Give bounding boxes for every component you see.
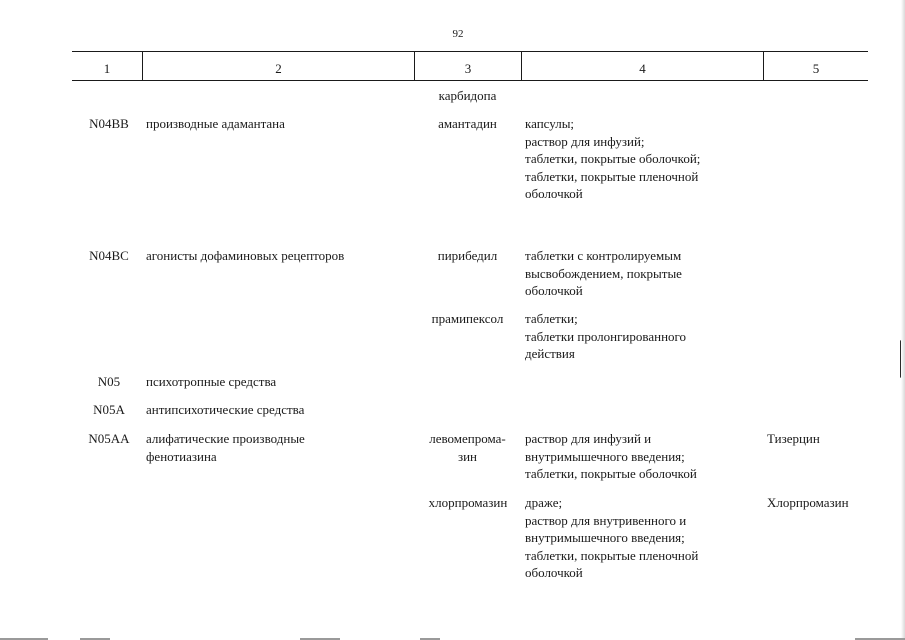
substance-cell <box>415 115 520 133</box>
column-number-3: 3 <box>464 61 472 76</box>
substance-line: зин <box>457 448 478 464</box>
group-name-cell: алифатические производные фенотиазина <box>146 431 305 464</box>
group-name-cell: производные адамантана <box>146 116 285 131</box>
substance-cell <box>415 310 520 328</box>
dosage-form-line: внутримышечного введения; <box>525 448 685 464</box>
table-header-bottom-border <box>72 80 868 81</box>
dosage-form-line: таблетки, покрытые пленочной <box>525 168 699 184</box>
dosage-form-line: раствор для внутривенного и <box>525 512 687 528</box>
dosage-form-line: раствор для инфузий и <box>525 431 652 446</box>
substance-cell <box>415 247 520 265</box>
atc-code-cell: N04BC <box>89 248 129 263</box>
dosage-form-line: таблетки, покрытые оболочкой; <box>525 151 701 166</box>
dosage-form-line: оболочкой <box>525 186 583 201</box>
dosage-forms-cell <box>525 247 760 300</box>
brand-name-cell: Тизерцин <box>767 431 820 446</box>
dosage-form-line: действия <box>525 346 575 361</box>
dosage-form-line: оболочкой <box>525 565 583 580</box>
column-number-2: 2 <box>275 61 282 76</box>
group-name-cell: психотропные средства <box>146 374 277 389</box>
dosage-forms-cell <box>525 115 760 203</box>
substance-cell <box>414 494 522 512</box>
substance-line: прамипексол <box>431 311 504 326</box>
dosage-form-line: таблетки; <box>525 311 578 326</box>
substance-line: пирибедил <box>437 248 498 263</box>
substance-line: амантадин <box>438 116 497 131</box>
group-name-cell: антипсихотические средства <box>146 402 305 417</box>
dosage-form-line: таблетки, покрытые оболочкой <box>525 466 697 481</box>
dosage-form-line: таблетки пролонгированного <box>525 328 687 344</box>
atc-code-cell: N05AA <box>88 431 130 446</box>
column-number-4: 4 <box>639 61 646 76</box>
table-header-top-border <box>72 51 868 52</box>
dosage-form-line: таблетки с контролируемым <box>525 248 682 263</box>
dosage-form-line: оболочкой <box>525 283 583 298</box>
substance-line: левомепрома- <box>429 431 506 446</box>
scan-right-shadow <box>901 0 905 640</box>
substance-line: карбидопа <box>438 88 497 103</box>
atc-code-cell: N04BB <box>89 116 129 131</box>
dosage-form-line: высвобождением, покрытые <box>525 265 682 281</box>
dosage-forms-cell <box>525 494 760 582</box>
dosage-form-line: внутримышечного введения; <box>525 530 685 545</box>
dosage-forms-cell <box>525 310 760 363</box>
substance-cell <box>415 430 520 465</box>
substance-cell <box>415 87 520 105</box>
atc-code-cell: N05 <box>97 374 121 389</box>
group-name-cell: агонисты дофаминовых рецепторов <box>146 248 345 263</box>
dosage-form-line: таблетки, покрытые пленочной <box>525 547 699 563</box>
column-number-1: 1 <box>103 61 111 76</box>
dosage-forms-cell <box>525 430 760 483</box>
atc-code-cell: N05A <box>93 402 125 417</box>
dosage-form-line: драже; <box>525 495 563 510</box>
brand-name-cell: Хлорпромазин <box>767 495 849 510</box>
column-number-5: 5 <box>812 61 820 76</box>
dosage-form-line: раствор для инфузий; <box>525 133 645 149</box>
substance-line: хлорпромазин <box>428 495 508 510</box>
dosage-form-line: капсулы; <box>525 116 575 131</box>
page-number: 92 <box>452 28 464 40</box>
